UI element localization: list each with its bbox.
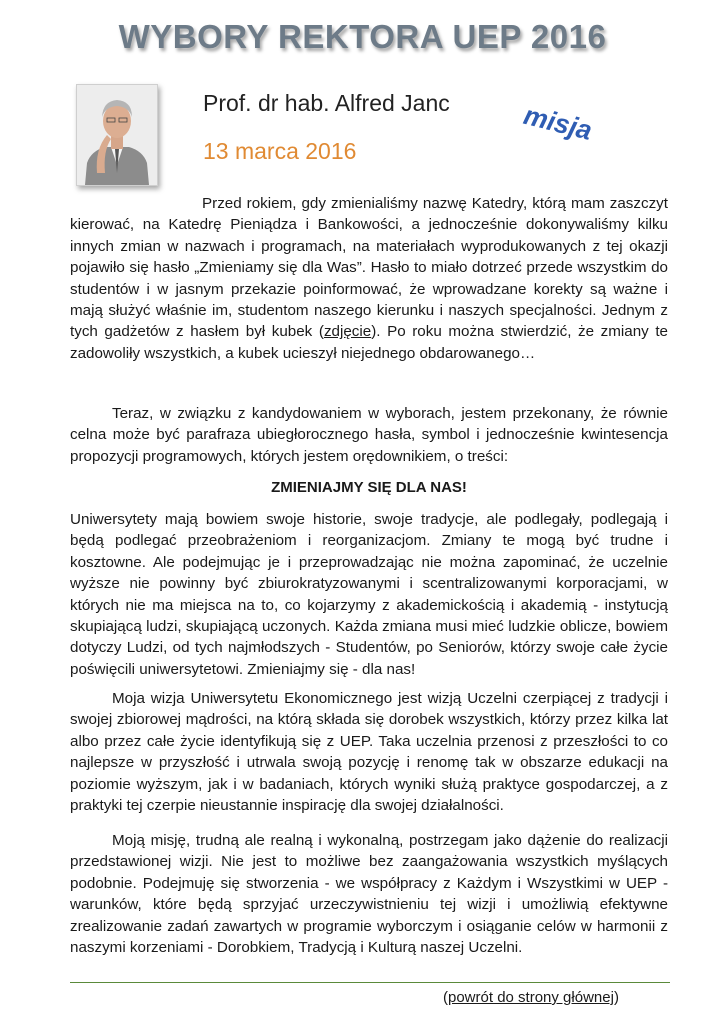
- slogan-heading: ZMIENIAJMY SIĘ DLA NAS!: [271, 479, 467, 496]
- back-to-home-link[interactable]: powrót do strony głównej: [448, 989, 614, 1006]
- paragraph-1-text-a: Przed rokiem, gdy zmienialiśmy nazwę Katedry, którą mam zaszczyt kierować, na Katedrę Pieniądza i Bankowości, a jednocześnie dokonywaliśmy kilku innych zmian w nazwach i programach, na materiałach wyprodukowanych z tej okazji pojawiło się hasło „Zmieniamy się dla Was”. Hasło to miało dotrzeć przede wszystkim do studentów i w jasnym przekazie poinformować, że wprowadzane korekty są ważne i mają służyć właśnie im, studentom naszego kierunku i naszych specjalności. Jednym z tych gadżetów z hasłem był kubek (: [70, 195, 668, 341]
- paragraph-1: [70, 193, 668, 364]
- footer-nav: [443, 989, 619, 1006]
- footer-divider: [70, 982, 670, 983]
- paragraph-4: Moja wizja Uniwersytetu Ekonomicznego jest wizją Uczelni czerpiącej z tradycji i swojej zbiorowej mądrości, na którą składa się dorobek wszystkich, którzy przez kilka lat albo przez całe życie identyfikują się z UEP. Taka uczelnia przenosi z przeszłości to co najlepsze w przyszłość i utrwala swoją pozycję i renomę tak w obszarze edukacji na poziomie wyższym, jak i w badaniach, których wyniki służą praktyce gospodarczej, a z praktyki tej czerpie nieustannie inspirację dla swojej działalności.: [70, 690, 668, 815]
- portrait-image: [77, 85, 157, 185]
- publication-date: 13 marca 2016: [203, 138, 357, 164]
- paragraph-2: Teraz, w związku z kandydowaniem w wyborach, jestem przekonany, że równie celna może być parafraza ubiegłorocznego hasła, symbol i jednocześnie kwintesencja propozycji programowych, których jestem orędownikiem, o treści:: [70, 405, 668, 465]
- paragraph-3: Uniwersytety mają bowiem swoje historie, swoje tradycje, ale podlegały, podlegają i będą podlegać przeobrażeniom i reorganizacjom. Zmiany te mogą być trudne i kosztowne. Ale podejmując je i przeprowadzając nie można zapominać, że uczelnie wyższe nie powinny być zbiurokratyzowanymi i scentralizowanymi korporacjami, w których nie ma miejsca na to, co kojarzymy z akademickością i akademią - instytucją skupiającą ludzi, skupiającą uczonych. Każda zmiana musi mieć ludzkie oblicze, bowiem dotyczy Ludzi, od tych najmłodszych - Studentów, po Seniorów, którzy swoje całe życie poświęcili uniwersytetowi. Zmieniajmy się - dla nas!: [70, 511, 668, 678]
- photo-link[interactable]: zdjęcie: [323, 323, 372, 341]
- paragraph-5: Moją misję, trudną ale realną i wykonalną, postrzegam jako dążenie do realizacji przedstawionej wizji. Nie jest to możliwe bez zaangażowania wszystkich myślących podobnie. Podejmuję się stworzenia - we współpracy z Każdym i Wszystkimi w UEP - warunków, które będą sprzyjać urzeczywistnieniu tej wizji i umożliwią efektywne zrealizowanie zadań zawartych w programie wyborczym i osiąganie celów w harmonii z naszymi korzeniami - Dorobkiem, Tradycją i Kulturą naszej Uczelni.: [70, 832, 668, 957]
- page-title: WYBORY REKTORA UEP 2016: [118, 18, 607, 55]
- paragraph-1-text-b: ). Po roku można stwierdzić, że zmiany te zadowoliły wszystkich, a kubek ucieszył niejednego obdarowanego…: [70, 323, 668, 362]
- misja-label: misja: [520, 100, 595, 146]
- footer-paren-close: ): [613, 989, 619, 1006]
- author-photo: [76, 84, 158, 186]
- footer-paren-open: (: [443, 989, 448, 1006]
- author-name: Prof. dr hab. Alfred Janc: [203, 90, 450, 116]
